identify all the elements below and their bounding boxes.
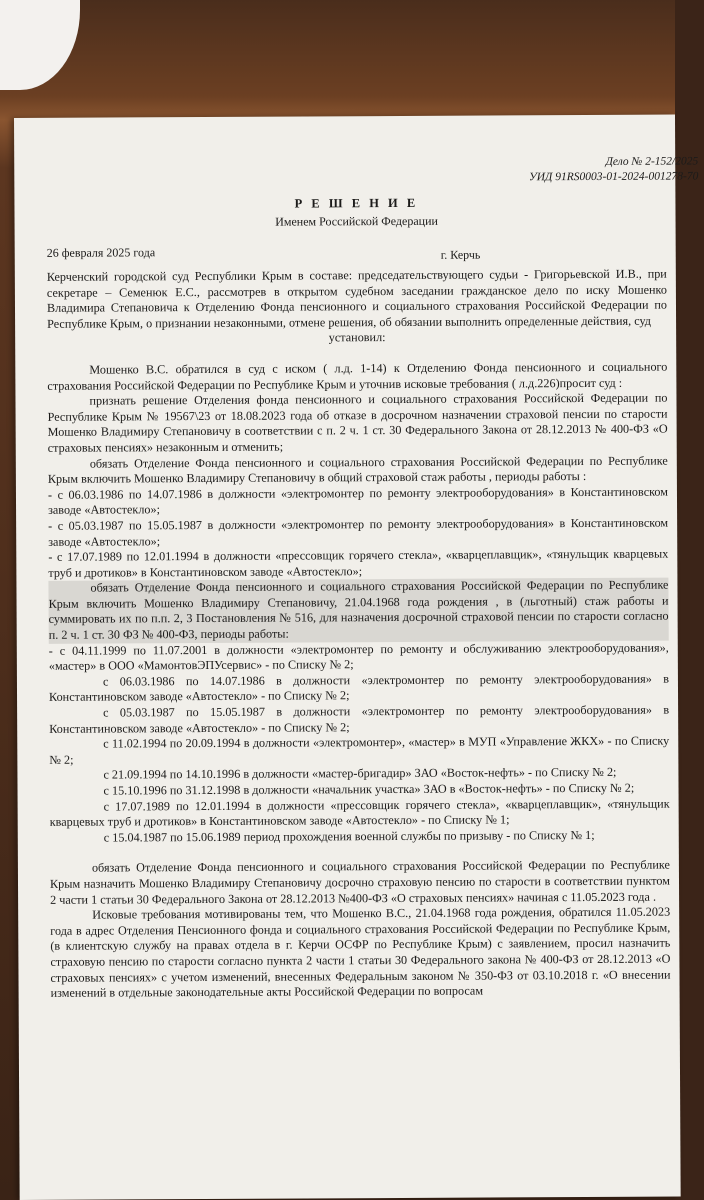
paragraph: обязать Отделение Фонда пенсионного и социального страхования Российской Федерации по Республике Крым включить Мошенко Владимиру Степановичу, 21.04.1968 года рождения , в (льготный) стаж работы и суммировать их по п.п. 2, 3 Постановления № 516, для назначения досрочной страховой пенсии по старости согласно п. 2 ч. 1 ст. 30 ФЗ № 400-ФЗ, периоды работы: [48, 577, 669, 642]
paragraph: установил: [328, 330, 386, 345]
paragraph: с 06.03.1986 по 14.07.1986 в должности «электромонтер по ремонту электрооборудования» в Константиновском заводе «Автостекло» - по Списку № 2; [48, 671, 669, 705]
paragraph: Керченский городской суд Республики Крым в составе: председательствующего судьи - Григорьевской И.В., при секретаре – Семенюк Е.С., рассмотрев в открытом судебном заседании гражданское дело по иску Мошенко Владимира Степановича к Отделению Фонда пенсионного и социального страхования Российской Федерации по Республике Крым, о признании незаконными, отмене решения, об обязании выполнить определенные действия, суд [46, 266, 668, 331]
paragraph: - с 05.03.1987 по 15.05.1987 в должности «электромонтер по ремонту электрооборудования» в Константиновском заводе «Автостекло»; [48, 515, 669, 549]
decision-text [47, 267, 671, 1002]
paragraph: с 15.10.1996 по 31.12.1998 в должности «начальник участка» ЗАО в «Восток-нефть» - по Списку № 2; [103, 780, 635, 798]
paragraph: - с 17.07.1989 по 12.01.1994 в должности «прессовщик горячего стекла», «кварцеплавщик», «тянульщик кварцевых труб и дротиков» в Константиновском заводе «Автостекло»; [48, 546, 669, 580]
case-header [528, 154, 698, 185]
paragraph: с 15.04.1987 по 15.06.1989 период прохождения военной службы по призыву - по Списку № 1; [103, 827, 595, 845]
paragraph: с 05.03.1987 по 15.05.1987 в должности «электромонтер по ремонту электрооборудования» в Константиновском заводе «Автостекло» - по Списку № 2; [49, 702, 670, 736]
paragraph: - с 06.03.1986 по 14.07.1986 в должности «электромонтер по ремонту электрооборудования» в Константиновском заводе «Автостекло»; [47, 484, 669, 518]
decision-date: 26 февраля 2025 года [46, 245, 156, 260]
document-subtitle: Именем Российской Федерации [275, 213, 438, 229]
paragraph: признать решение Отделения фонда пенсионного и социального страхования Российской Федерации по Республике Крым № 19567\23 от 18.08.2023 года об отказе в досрочном назначении страховой пенсии по старости Мошенко Владимиру Степановичу в соответствии с п. 2 ч. 1 ст. 30 Федерального Закона от 28.12.2013 № 400-ФЗ «О страховых пенсиях» незаконным и отменить; [47, 390, 668, 455]
paragraph: с 17.07.1989 по 12.01.1994 в должности «прессовщик горячего стекла», «кварцеплавщик», «тянульщик кварцевых труб и дротиков» в Константиновском заводе «Автостекло» - по Списку № 1; [49, 796, 670, 830]
paragraph: с 21.09.1994 по 14.10.1996 в должности «мастер-бригадир» ЗАО «Восток-нефть» - по Списку № 2; [103, 765, 617, 782]
paragraph: с 11.02.1994 по 20.09.1994 в должности «электромонтер», «мастер» в МУП «Управление ЖКХ» - по Списку № 2; [49, 733, 670, 767]
case-number: Дело № 2-152/2025 [605, 155, 699, 168]
paragraph: Исковые требования мотивированы тем, что Мошенко В.С., 21.04.1968 года рождения, обратился 11.05.2023 года в адрес Отделения Пенсионного фонда и социального страхования Российской Федерации по Республике Крым, (в клиентскую службу на правах отдела в г. Керчи ОСФР по Республике Крым) с заявлением, просил назначить страховую пенсию по старости согласно пункта 2 части 1 статьи 30 Федерального закона № 400-ФЗ от 28.12.2013 «О страховых пенсиях» с учетом изменений, внесенных Федеральным законом № 350-ФЗ от 03.10.2018 г. «О внесении изменений в отдельные законодательные акты Российской Федерации по вопросам [50, 904, 671, 1000]
paragraph: Мошенко В.С. обратился в суд с иском ( л.д. 1-14) к Отделению Фонда пенсионного и социального страхования Российской Федерации по Республике Крым и уточнив исковые требования ( л.д.226)просит суд : [47, 359, 668, 393]
paragraph: - с 04.11.1999 по 11.07.2001 в должности «электромонтер по ремонту и обслуживанию электрооборудования», «мастер» в ООО «МамонтовЭПУсервис» - по Списку № 2; [48, 640, 669, 674]
case-uid: УИД 91RS0003-01-2024-001278-70 [528, 170, 699, 184]
paragraph: обязать Отделение Фонда пенсионного и социального страхования Российской Федерации по Республике Крым назначить Мошенко Владимиру Степановичу досрочно страховую пенсию по старости в соответствии пунктом 2 части 1 статьи 30 Федерального Закона от 28.12.2013 №400-ФЗ «О страховых пенсиях» начиная с 11.05.2023 года . [49, 857, 671, 907]
paragraph: обязать Отделение Фонда пенсионного и социального страхования Российской Федерации по Республике Крым включить Мошенко Владимиру Степановичу в общий страховой стаж работы , периоды работы : [47, 453, 668, 486]
decision-city: г. Керчь [440, 247, 481, 262]
document-title: Р Е Ш Е Н И Е [294, 195, 419, 211]
court-decision-page [14, 115, 699, 1200]
